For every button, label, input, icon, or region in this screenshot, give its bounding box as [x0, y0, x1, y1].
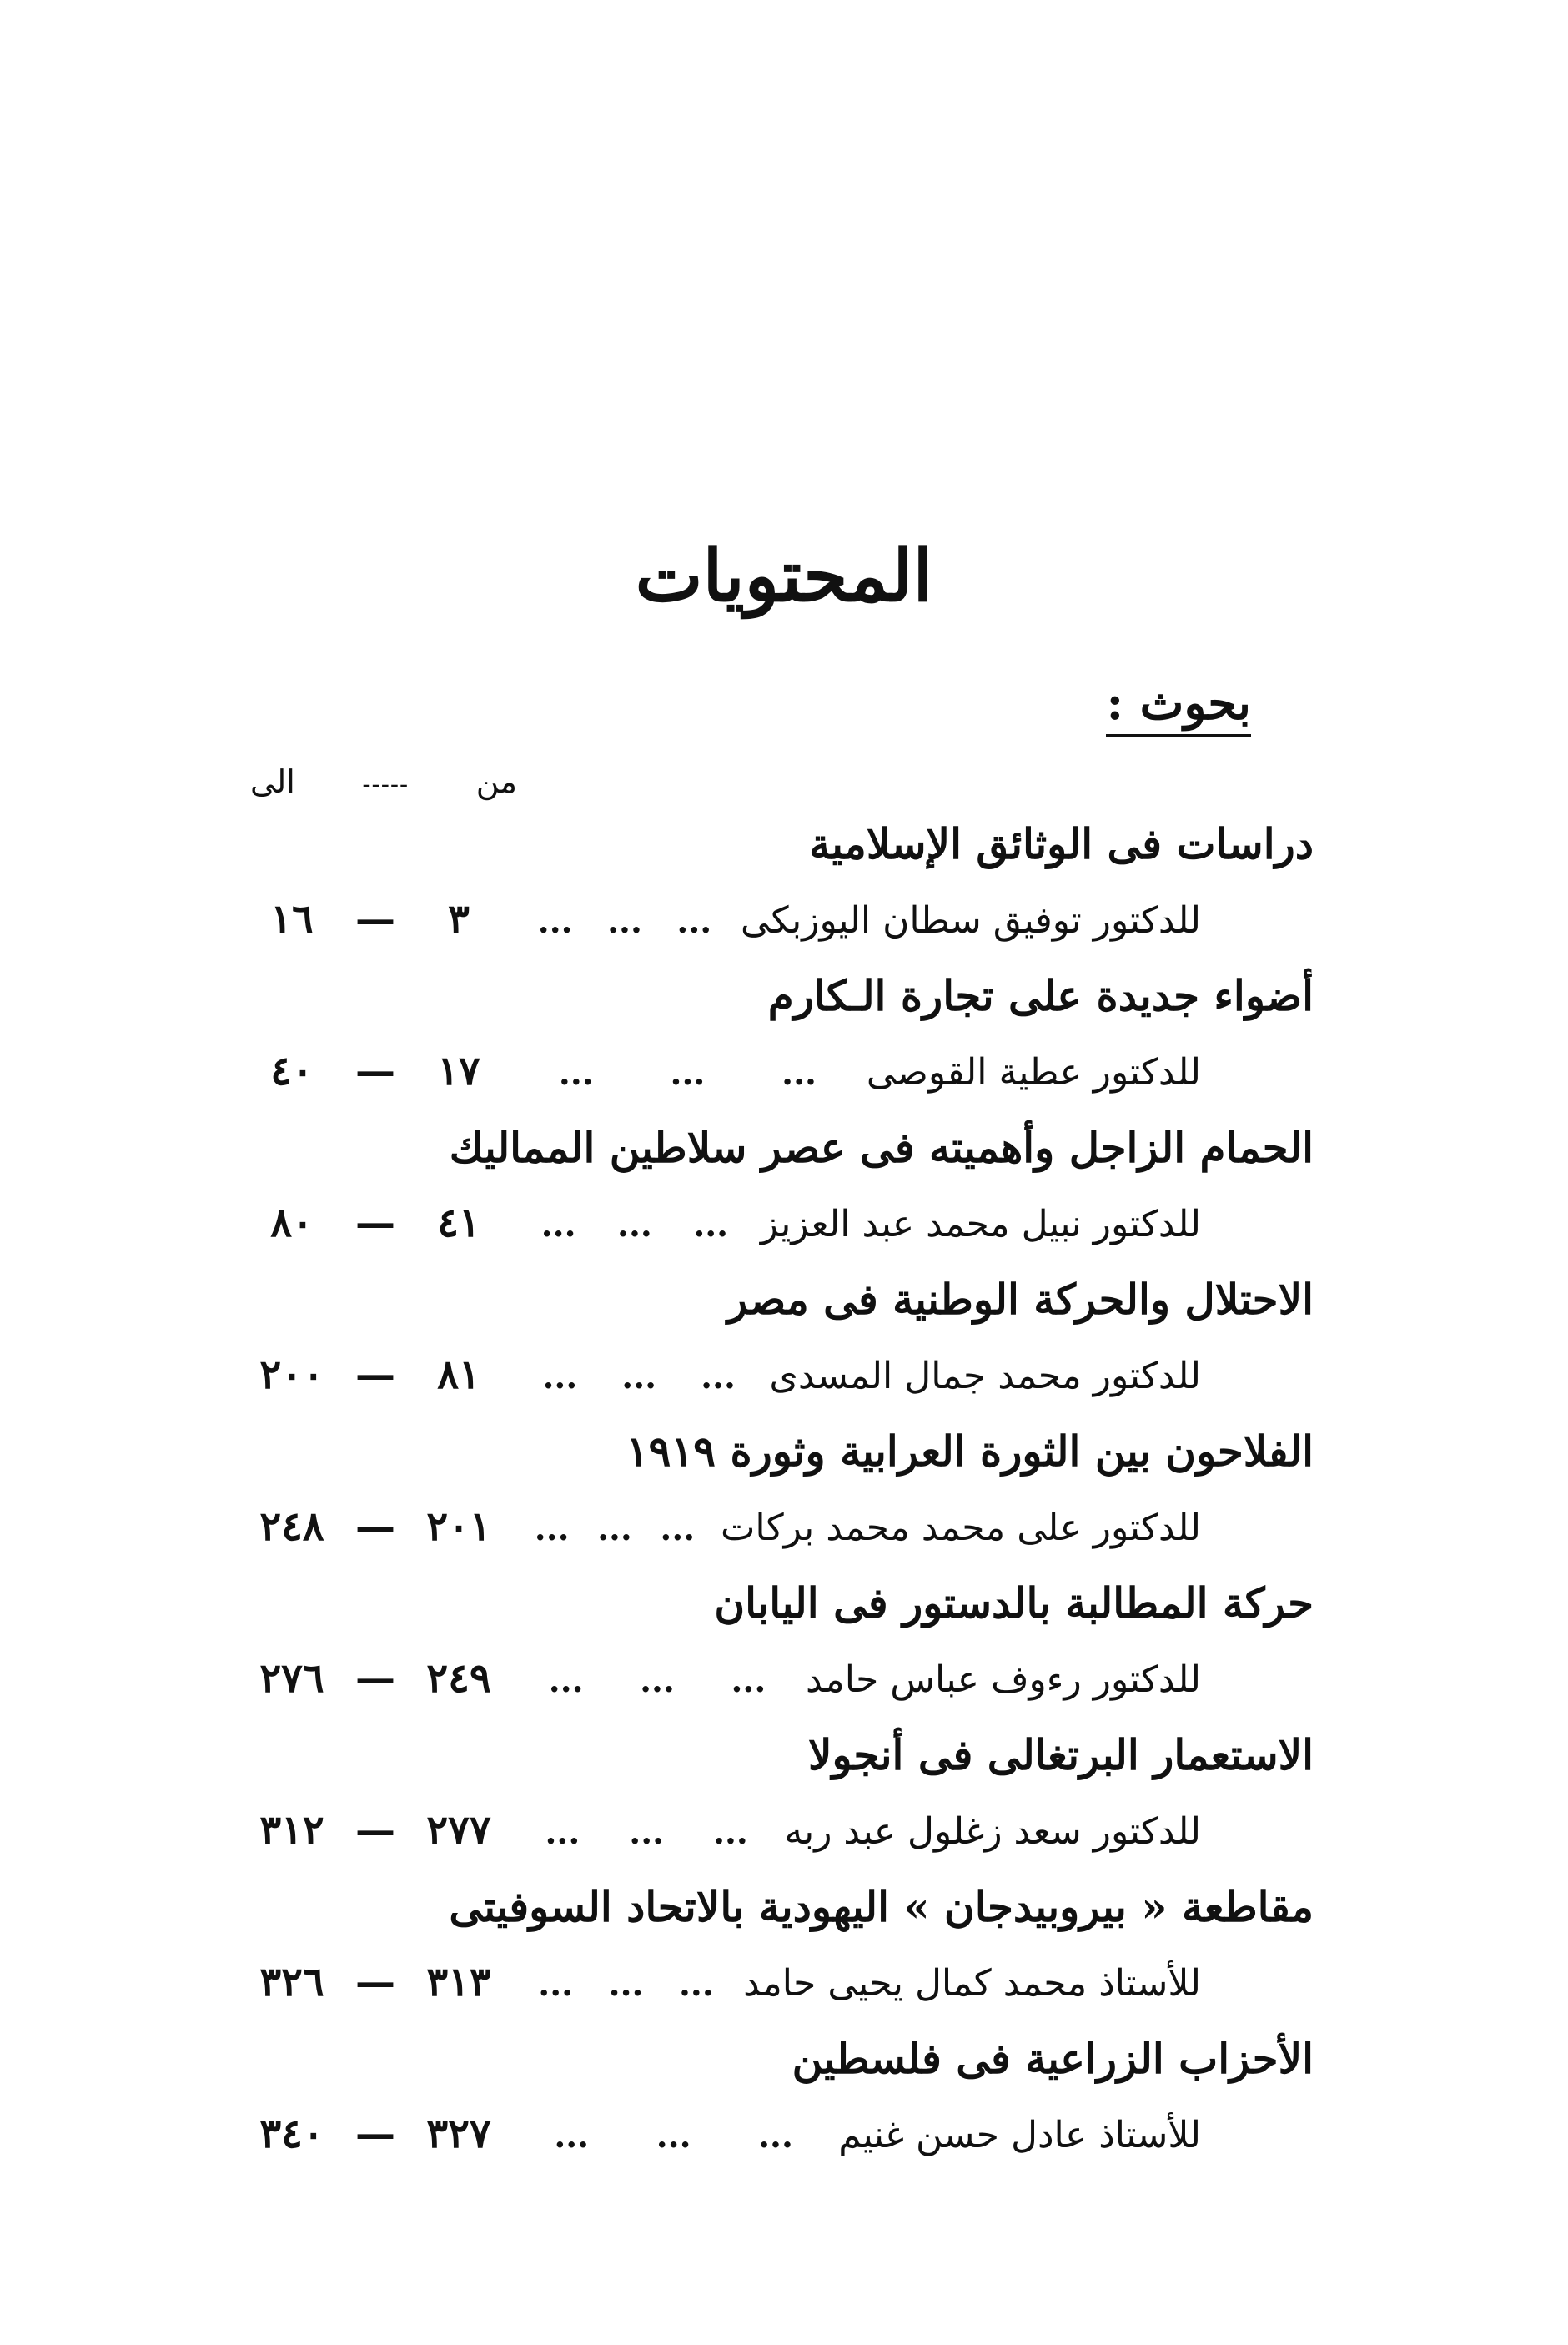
page-to: ٣٢٦: [259, 1959, 324, 2005]
entry-author-line: [242, 1198, 1201, 1256]
dot-leader: [529, 1357, 749, 1396]
page-range: [242, 1503, 509, 1550]
leader-dots: ...: [670, 1054, 706, 1093]
page-range: [242, 1200, 509, 1246]
entry-author-line: [242, 1805, 1201, 1864]
leader-dots: ...: [534, 1509, 570, 1548]
page-range-dash: —: [355, 1655, 395, 1702]
toc-entry: [0, 969, 1568, 1121]
dot-leader: [529, 902, 721, 941]
section-heading: بحوث :: [1106, 676, 1251, 737]
leader-dots: ...: [607, 902, 642, 941]
leader-dots: ...: [558, 1054, 594, 1093]
page-from: ٣: [448, 896, 470, 943]
leader-dots: ...: [537, 902, 573, 941]
toc-entry: [0, 818, 1568, 969]
toc-entry: [0, 2032, 1568, 2184]
leader-dots: ...: [608, 1965, 644, 2004]
leader-dots: ...: [617, 1205, 652, 1245]
entry-author: للدكتور على محمد محمد بركات: [720, 1507, 1201, 1549]
page-to: ٣١٢: [259, 1807, 324, 1854]
leader-dots: ...: [542, 1357, 578, 1396]
entry-author-line: [242, 894, 1201, 953]
leader-dots: ...: [548, 1661, 584, 1700]
entry-author: للدكتور عطية القوصى: [866, 1051, 1201, 1094]
page-title: المحتويات: [635, 534, 933, 618]
page-to: ٢٤٨: [259, 1503, 324, 1550]
entry-author-line: [242, 1350, 1201, 1408]
leader-dots: ...: [693, 1205, 729, 1245]
leader-dots: ...: [656, 2116, 691, 2156]
entry-author-line: [242, 1046, 1201, 1105]
page-range: [242, 1655, 509, 1702]
page-to: ٣٤٠: [259, 2111, 324, 2157]
column-header-to: الى: [250, 763, 295, 800]
entry-title: الاحتلال والحركة الوطنية فى مصر: [727, 1275, 1314, 1324]
entry-title: الفلاحون بين الثورة العرابية وثورة ١٩١٩: [626, 1427, 1314, 1476]
page-from: ٢٤٩: [426, 1655, 491, 1702]
page-to: ٤٠: [270, 1048, 314, 1095]
dot-leader: [529, 1509, 701, 1548]
page-range: [242, 1807, 509, 1854]
leader-dots: ...: [781, 1054, 817, 1093]
page-to: ١٦: [270, 896, 314, 943]
leader-dots: ...: [713, 1813, 748, 1852]
toc-entry: [0, 1425, 1568, 1577]
page-range: [242, 896, 509, 943]
leader-dots: ...: [660, 1509, 696, 1548]
page-range: [242, 1351, 509, 1398]
dot-leader: [529, 1965, 723, 2004]
page-range-dash: —: [355, 2111, 395, 2157]
toc-entry: [0, 1729, 1568, 1880]
dot-leader: [529, 2116, 818, 2156]
leader-dots: ...: [545, 1813, 580, 1852]
column-header-separator: -----: [362, 770, 410, 799]
page-range-dash: —: [355, 1959, 395, 2005]
entry-title: مقاطعة « بيروبيدجان » اليهودية بالاتحاد السوفيتى: [449, 1882, 1314, 1931]
entry-author: للدكتور رءوف عباس حامد: [806, 1658, 1201, 1701]
page-range-dash: —: [355, 1351, 395, 1398]
leader-dots: ...: [679, 1965, 714, 2004]
toc-entry: [0, 1121, 1568, 1273]
leader-dots: ...: [676, 902, 712, 941]
page-range-dash: —: [355, 1807, 395, 1854]
leader-dots: ...: [554, 2116, 590, 2156]
leader-dots: ...: [621, 1357, 657, 1396]
leader-dots: ...: [597, 1509, 632, 1548]
leader-dots: ...: [629, 1813, 665, 1852]
column-headers: [250, 763, 517, 800]
entry-author: للدكتور سعد زغلول عبد ربه: [784, 1810, 1201, 1853]
page-from: ٣٢٧: [426, 2111, 491, 2157]
entry-author: للدكتور محمد جمال المسدى: [769, 1355, 1201, 1397]
entry-title: حركة المطالبة بالدستور فى اليابان: [714, 1578, 1314, 1628]
column-header-from: من: [475, 763, 517, 800]
page-range-dash: —: [355, 1503, 395, 1550]
entry-author: للأستاذ عادل حسن غنيم: [838, 2114, 1201, 2156]
leader-dots: ...: [640, 1661, 675, 1700]
entry-author: للأستاذ محمد كمال يحيى حامد: [743, 1962, 1201, 2005]
page-from: ٢٧٧: [426, 1807, 491, 1854]
entry-title: الأحزاب الزراعية فى فلسطين: [792, 2034, 1314, 2083]
leader-dots: ...: [758, 2116, 793, 2156]
dot-leader: [529, 1205, 741, 1245]
page-range: [242, 1048, 509, 1095]
page-from: ٨١: [437, 1351, 480, 1398]
entry-title: الاستعمار البرتغالى فى أنجولا: [807, 1730, 1314, 1779]
dot-leader: [529, 1661, 786, 1700]
entry-title: الحمام الزاجل وأهميته فى عصر سلاطين المماليك: [449, 1123, 1314, 1172]
page-range: [242, 1959, 509, 2005]
entry-title: أضواء جديدة على تجارة الـكارم: [767, 971, 1314, 1020]
page-range-dash: —: [355, 1200, 395, 1246]
page-from: ١٧: [437, 1048, 480, 1095]
leader-dots: ...: [538, 1965, 574, 2004]
dot-leader: [529, 1054, 847, 1093]
leader-dots: ...: [731, 1661, 766, 1700]
entry-author-line: [242, 1957, 1201, 2015]
page-from: ٤١: [437, 1200, 480, 1246]
page-range-dash: —: [355, 896, 395, 943]
toc-entry: [0, 1273, 1568, 1425]
dot-leader: [529, 1813, 764, 1852]
page-to: ٢٠٠: [259, 1351, 324, 1398]
entry-author: للدكتور توفيق سطان اليوزبكى: [741, 899, 1201, 942]
toc-entry: [0, 1880, 1568, 2032]
page-range: [242, 2111, 509, 2157]
entry-author: للدكتور نبيل محمد عبد العزيز: [760, 1203, 1201, 1245]
entry-title: دراسات فى الوثائق الإسلامية: [809, 819, 1314, 868]
entry-author-line: [242, 1653, 1201, 1712]
entry-author-line: [242, 1502, 1201, 1560]
page-from: ٢٠١: [426, 1503, 491, 1550]
page-from: ٣١٣: [426, 1959, 491, 2005]
leader-dots: ...: [701, 1357, 736, 1396]
page-range-dash: —: [355, 1048, 395, 1095]
leader-dots: ...: [540, 1205, 576, 1245]
page-to: ٢٧٦: [259, 1655, 324, 1702]
page-to: ٨٠: [270, 1200, 314, 1246]
toc-entry: [0, 1577, 1568, 1729]
entry-author-line: [242, 2109, 1201, 2167]
